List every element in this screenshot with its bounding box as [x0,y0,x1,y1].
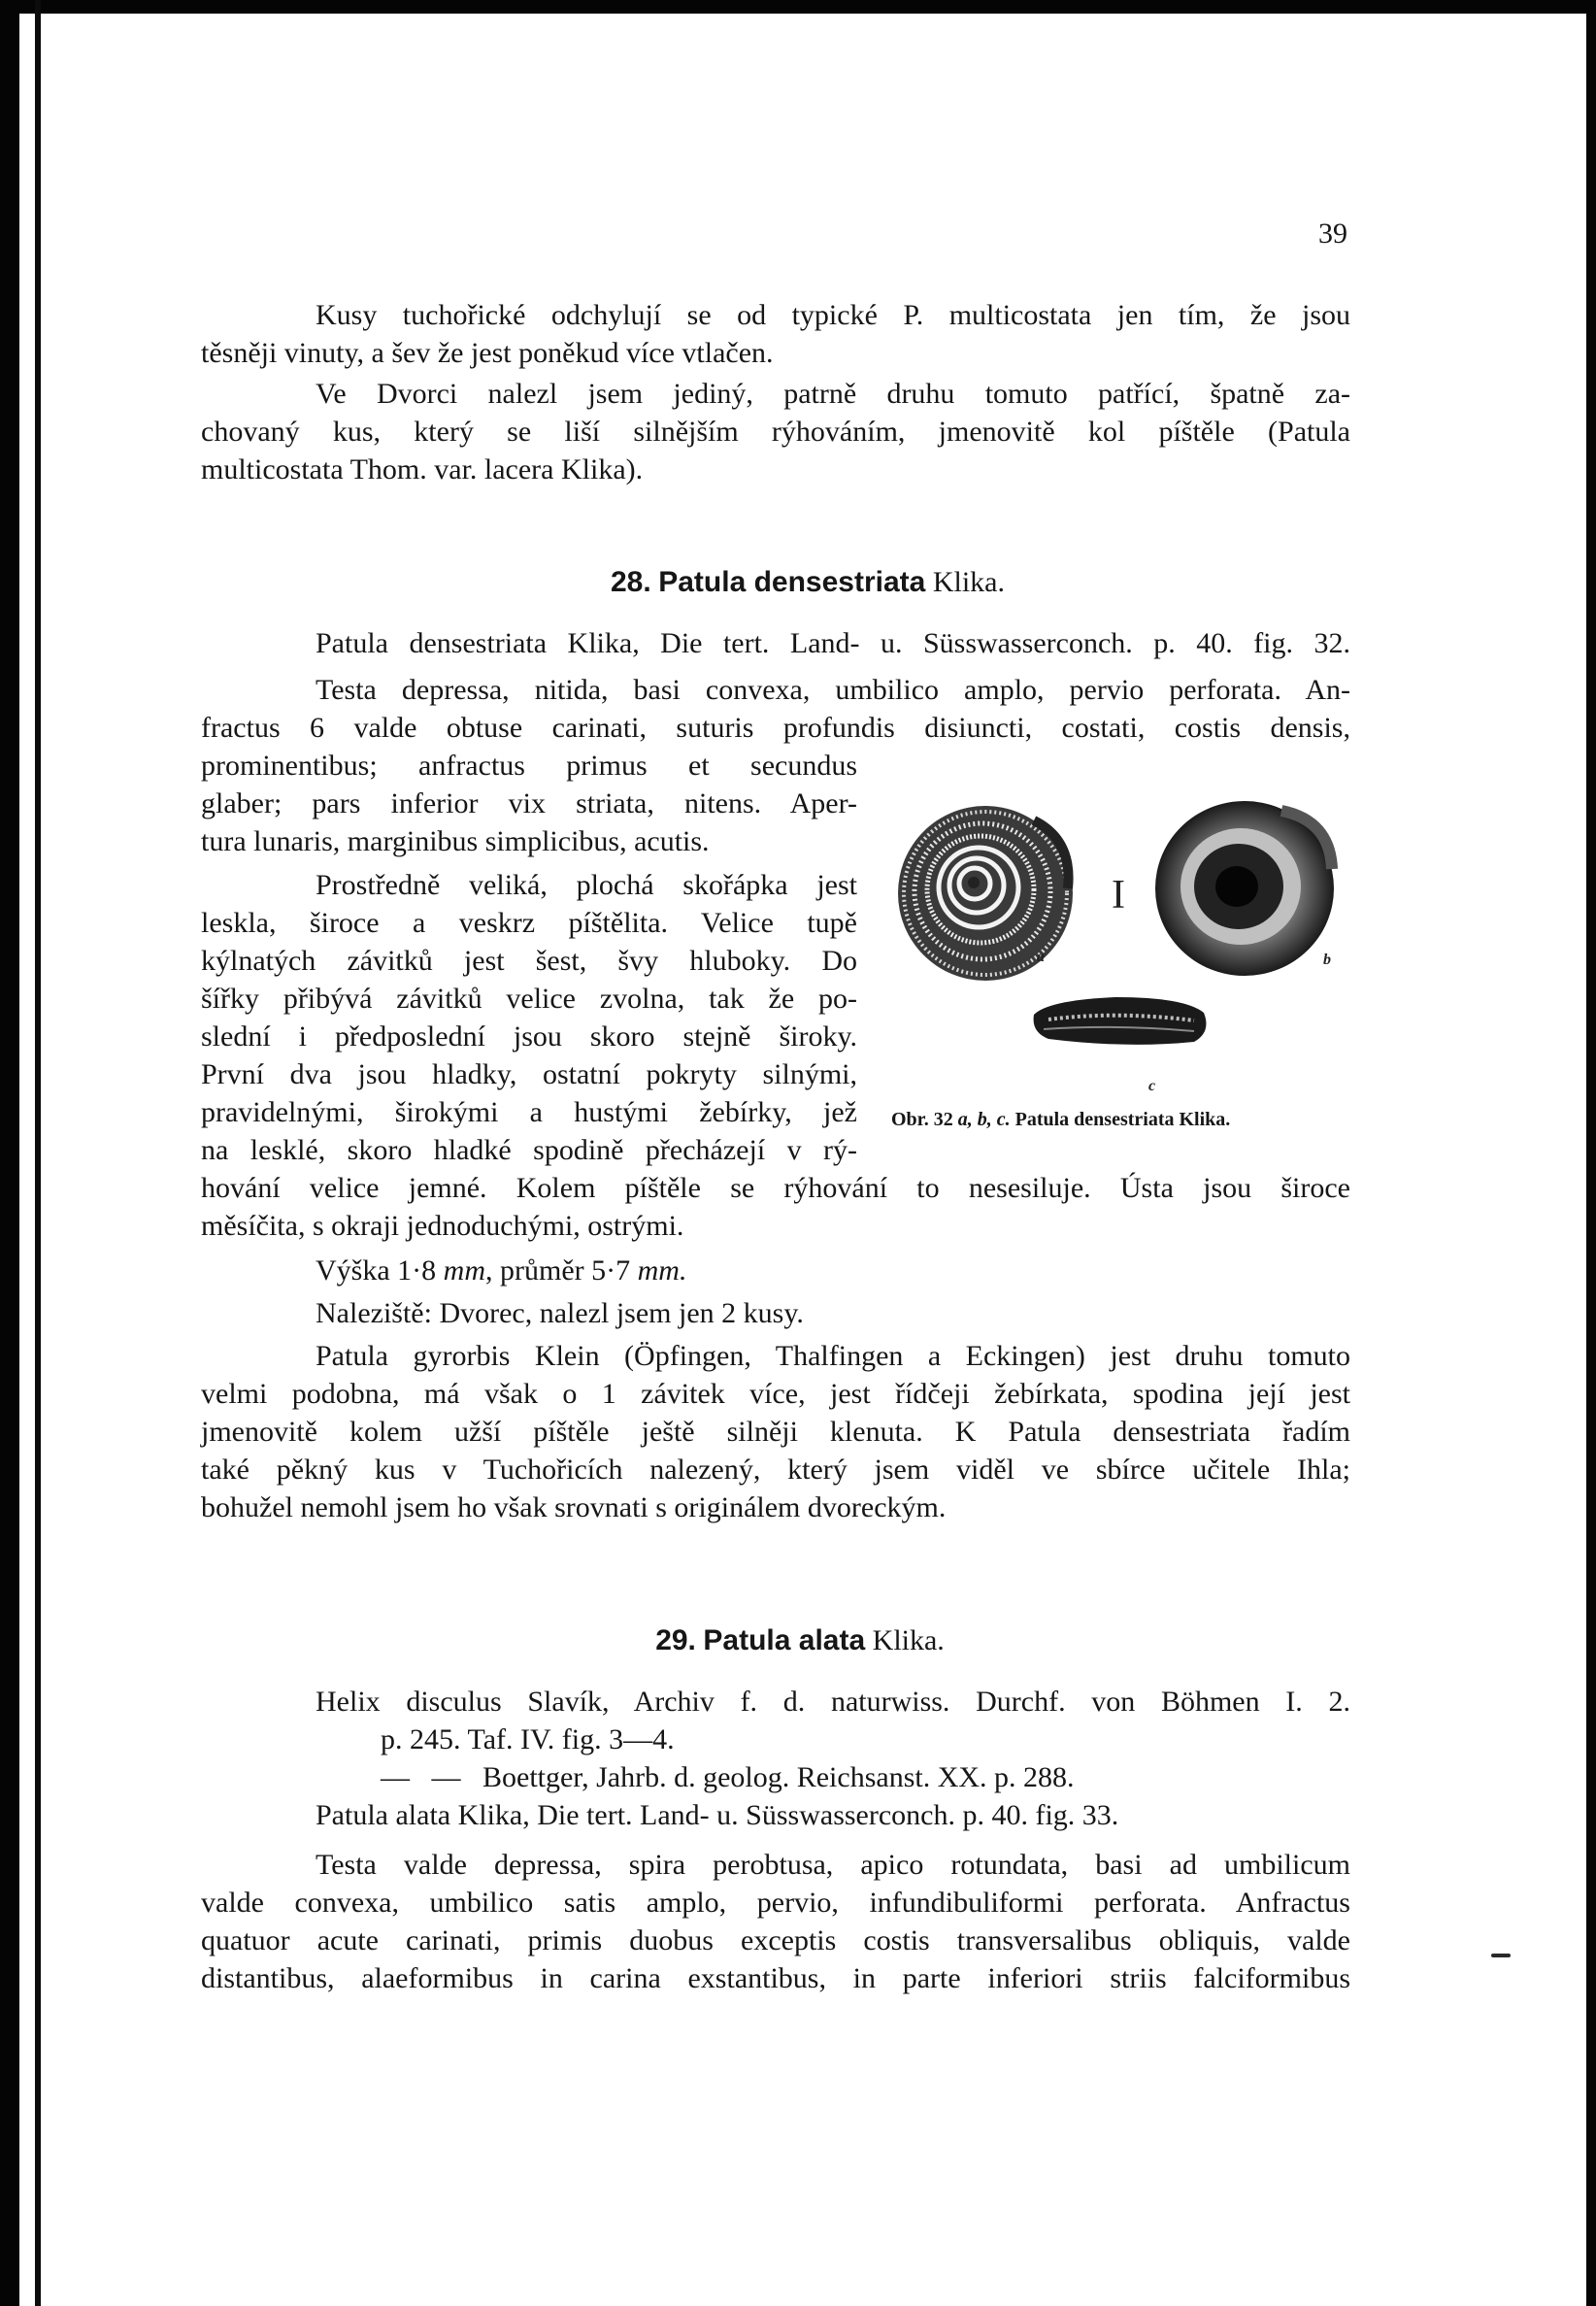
ref29-2: — — Boettger, Jahrb. d. geolog. Reichsanst. XX. p. 288. [381,1761,1075,1793]
para2-line2: chovaný kus, který se liší silnějším rýhováním, jmenovitě kol píštěle (Patula [201,416,1350,448]
height-mid: , průměr 5·7 [485,1254,631,1287]
latin29-line2: valde convexa, umbilico satis amplo, pervio, infundibuliformi perforata. Anfractus [201,1887,1350,1919]
czech28-line2: leskla, široce a veskrz píštělita. Velice tupě [201,907,857,939]
height-line [201,1252,1350,1289]
page-number: 39 [1318,217,1347,250]
section-28-heading [10,566,1596,599]
latin28-line2: fractus 6 valde obtuse carinati, suturis profundis disiuncti, costati, costis densis, [201,712,1350,744]
ref29-1-line1: Helix disculus Slavík, Archiv f. d. naturwiss. Durchf. von Böhmen I. 2. [316,1686,1350,1718]
figure-32 [874,782,1359,1151]
czech28-line4: šířky přibývá závitků velice zvolna, tak že po- [201,983,857,1015]
latin29-line1: Testa valde depressa, spira perobtusa, apico rotundata, basi ad umbilicum [316,1849,1350,1881]
opening-text [201,296,1350,488]
section-28-author: Klika. [932,566,1005,598]
section-29-heading [2,1624,1596,1657]
para2-line3: multicostata Thom. var. lacera Klika). [201,453,644,485]
scan-border-right [1586,0,1596,2306]
caption-labels: a, b, c. [957,1109,1011,1130]
latin28-line5: tura lunaris, marginibus simplicibus, acutis. [201,825,710,857]
caption-text: Patula densestriata Klika. [1014,1109,1231,1130]
height-unit2: mm. [637,1254,687,1287]
figure-label-a: a [1037,949,1045,965]
latin29-line3: quatuor acute carinati, primis duobus exceptis costis transversalibus obliquis, valde [201,1924,1350,1956]
figure-32-caption [891,1109,1230,1131]
czech28-line10: měsíčita, s okraji jednoduchými, ostrými. [201,1210,684,1242]
section-29-number: 29. [655,1624,696,1656]
czech28-line9: hování velice jemné. Kolem píštěle se rýhování to nesesiluje. Ústa jsou široce [201,1172,1350,1204]
comparison-line3: jmenovitě kolem užší píštěle ještě silněji klenuta. K Patula densestriata řadím [201,1416,1350,1448]
section-29-body [201,1683,1350,1997]
ref29-1-line2: p. 245. Taf. IV. fig. 3—4. [381,1723,675,1755]
height-unit: mm [443,1254,485,1287]
shell-b-drawing [1155,801,1334,976]
shell-c-drawing [1034,997,1207,1045]
latin28-line3: prominentibus; anfractus primus et secundus [201,750,857,782]
height-label: Výška 1·8 [316,1254,437,1287]
figure-label-b: b [1323,952,1331,968]
latin29-line4: distantibus, alaeformibus in carina exstantibus, in parte inferiori striis falciformibus [201,1962,1350,1994]
shell-a-drawing [898,806,1073,981]
latin28-line4: glaber; pars inferior vix striata, nitens. Aper- [201,787,857,819]
figure-label-c: c [1148,1078,1156,1094]
para1-line2: těsněji vinuty, a šev že jest poněkud více vtlačen. [201,337,774,369]
comparison-line4: také pěkný kus v Tuchořicích nalezený, který jsem viděl ve sbírce učitele Ihla; [201,1454,1350,1486]
wrapped-column [201,747,857,1169]
czech28-line1: Prostředně veliká, plochá skořápka jest [316,869,857,901]
section-28-number: 28. [611,566,651,598]
section-28-reference: Patula densestriata Klika, Die tert. Land- u. Süsswasserconch. p. 40. fig. 32. [316,627,1350,659]
czech28-line3: kýlnatých závitků jest šest, švy hluboky. Do [201,945,857,977]
scan-border-left [0,0,19,2306]
czech28-line7: pravidelnými, širokými a hustými žebírky, jež [201,1096,857,1128]
czech28-line5: slední i předposlední jsou skoro stejně široky. [201,1020,857,1053]
para1-line1: Kusy tuchořické odchylují se od typické P. multicostata jen tím, že jsou [316,299,1350,331]
margin-mark [1491,1954,1511,1957]
scan-border-left-inner [35,0,41,2306]
scale-mark: I [1112,873,1125,918]
locality-line: Naleziště: Dvorec, nalezl jsem jen 2 kusy. [316,1297,804,1329]
latin28-line1: Testa depressa, nitida, basi convexa, umbilico amplo, pervio perforata. An- [316,674,1350,706]
czech28-line6: První dva jsou hladky, ostatní pokryty silnými, [201,1058,857,1090]
para2-line1: Ve Dvorci nalezl jsem jediný, patrně druhu tomuto patřící, špatně za- [316,378,1350,410]
section-29-genus: Patula alata [703,1624,866,1656]
scan-border-top [0,0,1596,14]
ref29-3: Patula alata Klika, Die tert. Land- u. Süsswasserconch. p. 40. fig. 33. [316,1799,1119,1831]
comparison-line1: Patula gyrorbis Klein (Öpfingen, Thalfingen a Eckingen) jest druhu tomuto [316,1340,1350,1372]
section-28-genus: Patula densestriata [658,566,926,598]
section-29-author: Klika. [872,1624,945,1656]
caption-prefix: Obr. 32 [891,1109,953,1130]
comparison-line5: bohužel nemohl jsem ho však srovnati s originálem dvoreckým. [201,1491,947,1523]
comparison-line2: velmi podobna, má však o 1 závitek více, jest řídčeji žebírkata, spodina její jest [201,1378,1350,1410]
shell-illustration [874,782,1359,1112]
czech28-line8: na lesklé, skoro hladké spodině přecházejí v rý- [201,1134,857,1166]
